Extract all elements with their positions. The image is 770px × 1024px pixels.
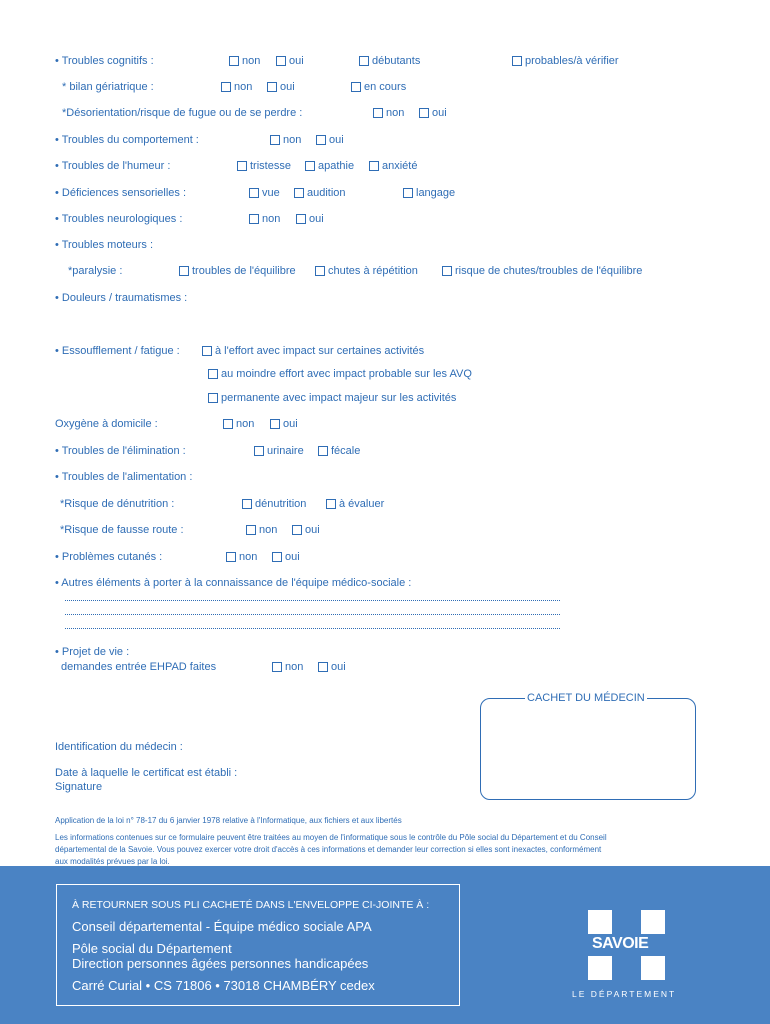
neuro-oui-checkbox[interactable]: oui (296, 212, 324, 226)
return-line-3: Direction personnes âgées personnes handicapées (72, 956, 369, 971)
moteurs-label: • Troubles moteurs : (55, 239, 154, 251)
projet-oui-checkbox[interactable]: oui (318, 660, 346, 674)
fausse-route-label: *Risque de fausse route : (60, 524, 184, 536)
logo-square-tr (641, 910, 665, 934)
humeur-anxiete-checkbox[interactable]: anxiété (369, 159, 417, 173)
bilan-label: * bilan gériatrique : (62, 81, 154, 93)
bilan-en-cours-checkbox[interactable]: en cours (351, 80, 406, 94)
sensorielles-audition-checkbox[interactable]: audition (294, 186, 346, 200)
cutanes-label: • Problèmes cutanés : (55, 551, 163, 563)
cognitifs-oui-checkbox[interactable]: oui (276, 54, 304, 68)
legal-line-2: Les informations contenues sur ce formulaire peuvent être traitées au moyen de l'informatique sous le contrôle du Pôle social du Département et du Conseil (55, 833, 607, 842)
cognitifs-label: • Troubles cognitifs : (55, 55, 154, 67)
autres-line-1[interactable] (65, 600, 560, 601)
signature-label: Signature (55, 781, 103, 793)
elimination-label: • Troubles de l'élimination : (55, 445, 186, 457)
logo-subtext: LE DÉPARTEMENT (572, 989, 677, 999)
elimination-urinaire-checkbox[interactable]: urinaire (254, 444, 304, 458)
legal-line-3: départemental de la Savoie. Vous pouvez exercer votre droit d'accès à ces informations et demander leur correction si elles sont inexactes, conformément (55, 845, 602, 854)
essoufflement-moindre-effort-checkbox[interactable]: au moindre effort avec impact probable sur les AVQ (208, 367, 472, 381)
paralysie-chutes-checkbox[interactable]: chutes à répétition (315, 264, 418, 278)
projet-label: • Projet de vie : (55, 646, 130, 658)
sensorielles-langage-checkbox[interactable]: langage (403, 186, 455, 200)
return-heading: À RETOURNER SOUS PLI CACHETÉ DANS L'ENVELOPPE CI-JOINTE À : (72, 899, 430, 911)
desorientation-label: *Désorientation/risque de fugue ou de se perdre : (62, 107, 303, 119)
autres-label: • Autres éléments à porter à la connaissance de l'équipe médico-sociale : (55, 577, 412, 589)
cachet-label: CACHET DU MÉDECIN (527, 692, 645, 704)
logo-square-bl (588, 956, 612, 980)
denutrition-label: *Risque de dénutrition : (60, 498, 175, 510)
paralysie-label: *paralysie : (68, 265, 123, 277)
oxygene-oui-checkbox[interactable]: oui (270, 417, 298, 431)
logo-square-br (641, 956, 665, 980)
return-line-1: Conseil départemental - Équipe médico sociale APA (72, 919, 372, 934)
desorientation-oui-checkbox[interactable]: oui (419, 106, 447, 120)
bilan-non-checkbox[interactable]: non (221, 80, 252, 94)
elimination-fecale-checkbox[interactable]: fécale (318, 444, 360, 458)
return-line-2: Pôle social du Département (72, 941, 232, 956)
logo-text: SAVOIE (592, 935, 649, 952)
logo-square-tl (588, 910, 612, 934)
denutrition-evaluer-checkbox[interactable]: à évaluer (326, 497, 384, 511)
desorientation-non-checkbox[interactable]: non (373, 106, 404, 120)
autres-line-2[interactable] (65, 614, 560, 615)
oxygene-non-checkbox[interactable]: non (223, 417, 254, 431)
humeur-label: • Troubles de l'humeur : (55, 160, 171, 172)
projet-sublabel: demandes entrée EHPAD faites (61, 661, 217, 673)
date-label: Date à laquelle le certificat est établi : (55, 767, 238, 779)
autres-line-3[interactable] (65, 628, 560, 629)
paralysie-equilibre-checkbox[interactable]: troubles de l'équilibre (179, 264, 296, 278)
bilan-oui-checkbox[interactable]: oui (267, 80, 295, 94)
comportement-oui-checkbox[interactable]: oui (316, 133, 344, 147)
sensorielles-vue-checkbox[interactable]: vue (249, 186, 280, 200)
denutrition-denutrition-checkbox[interactable]: dénutrition (242, 497, 306, 511)
oxygene-label: Oxygène à domicile : (55, 418, 158, 430)
cachet-box[interactable] (480, 698, 696, 800)
cognitifs-debutants-checkbox[interactable]: débutants (359, 54, 420, 68)
douleurs-label: • Douleurs / traumatismes : (55, 292, 188, 304)
legal-line-4: aux modalités prévues par la loi. (55, 857, 170, 866)
essoufflement-effort-checkbox[interactable]: à l'effort avec impact sur certaines activités (202, 344, 424, 358)
essoufflement-label: • Essoufflement / fatigue : (55, 345, 180, 357)
fausse-route-non-checkbox[interactable]: non (246, 523, 277, 537)
humeur-tristesse-checkbox[interactable]: tristesse (237, 159, 291, 173)
sensorielles-label: • Déficiences sensorielles : (55, 187, 187, 199)
fausse-route-oui-checkbox[interactable]: oui (292, 523, 320, 537)
neuro-non-checkbox[interactable]: non (249, 212, 280, 226)
cutanes-non-checkbox[interactable]: non (226, 550, 257, 564)
cognitifs-probables-checkbox[interactable]: probables/à vérifier (512, 54, 619, 68)
paralysie-risque-chutes-checkbox[interactable]: risque de chutes/troubles de l'équilibre (442, 264, 642, 278)
legal-line-1: Application de la loi n° 78-17 du 6 janvier 1978 relative à l'Informatique, aux fichiers et aux libertés (55, 816, 402, 825)
projet-non-checkbox[interactable]: non (272, 660, 303, 674)
neuro-label: • Troubles neurologiques : (55, 213, 183, 225)
comportement-non-checkbox[interactable]: non (270, 133, 301, 147)
comportement-label: • Troubles du comportement : (55, 134, 199, 146)
identification-label: Identification du médecin : (55, 741, 183, 753)
cognitifs-non-checkbox[interactable]: non (229, 54, 260, 68)
humeur-apathie-checkbox[interactable]: apathie (305, 159, 354, 173)
alimentation-label: • Troubles de l'alimentation : (55, 471, 193, 483)
essoufflement-permanente-checkbox[interactable]: permanente avec impact majeur sur les activités (208, 391, 456, 405)
cutanes-oui-checkbox[interactable]: oui (272, 550, 300, 564)
return-line-4: Carré Curial • CS 71806 • 73018 CHAMBÉRY cedex (72, 978, 375, 993)
